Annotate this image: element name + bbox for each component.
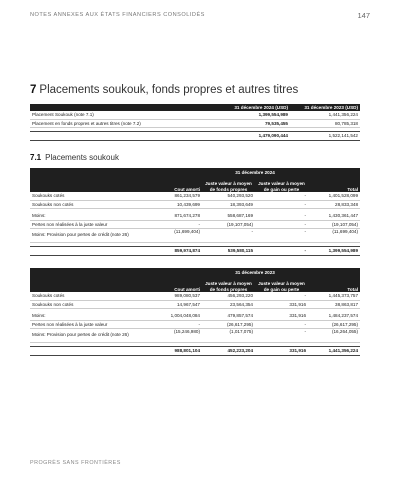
total-value: -: [255, 246, 308, 255]
section-heading: [30, 84, 298, 96]
cell-value: 1,441,356,224: [290, 111, 360, 119]
page-footer: PROGRÈS SANS FRONTIÈRES: [30, 460, 121, 466]
table-title: 31 décembre 2024: [150, 168, 360, 176]
cell-value: 871,674,278: [150, 212, 202, 220]
cell-value: 14,967,547: [150, 300, 202, 308]
total-label-spacer: [30, 131, 220, 140]
cell-value: 79,535,455: [220, 119, 290, 127]
cell-value: -: [255, 220, 308, 228]
table-header-row: [30, 176, 360, 192]
cell-value: -: [255, 320, 308, 328]
table-row: [30, 192, 360, 200]
row-label: Soukouks cotés: [30, 192, 150, 200]
section-number: 7: [30, 84, 37, 96]
table-row: [30, 300, 360, 308]
table-title-row: [30, 268, 360, 276]
table-row: [30, 228, 360, 242]
col-header: Juste valeur à moyen de gain ou perte: [255, 276, 308, 292]
cell-value: 558,687,169: [202, 212, 255, 220]
cell-value: 38,863,817: [308, 300, 360, 308]
cell-value: 1,430,361,447: [308, 212, 360, 220]
total-value: 331,916: [255, 346, 308, 355]
header-title: NOTES ANNEXES AUX ÉTATS FINANCIERS CONSOLIDÉS: [30, 12, 205, 18]
row-label: Soukouks non cotés: [30, 300, 150, 308]
subsection-heading: [30, 153, 119, 162]
table-row: [30, 312, 360, 320]
section-title: Placements soukouk, fonds propres et autres titres: [39, 84, 299, 96]
cell-value: -: [202, 228, 255, 242]
row-label: Placement en fonds propres et autres titres (note 7.2): [30, 119, 220, 127]
page-header: [30, 12, 370, 22]
table-title: 31 décembre 2023: [150, 268, 360, 276]
cell-value: -: [255, 228, 308, 242]
cell-value: (1,017,075): [202, 328, 255, 342]
total-value: 988,801,104: [150, 346, 202, 355]
cell-value: -: [255, 328, 308, 342]
cell-value: (11,699,404): [308, 228, 360, 242]
placements-summary-table: [30, 104, 360, 141]
table-row: [30, 292, 360, 300]
total-value: 452,223,204: [202, 346, 255, 355]
cell-value: 10,439,699: [150, 200, 202, 208]
row-label: Moins:: [30, 312, 150, 320]
table-title-row: [30, 168, 360, 176]
col-header: Total: [308, 276, 360, 292]
col-header: Juste valeur à moyen de fonds propres: [202, 176, 255, 192]
cell-value: -: [150, 220, 202, 228]
cell-value: -: [255, 200, 308, 208]
total-value: 1,479,090,444: [220, 131, 290, 140]
total-value: 1,441,356,224: [308, 346, 360, 355]
cell-value: -: [255, 192, 308, 200]
table-header-row: [30, 276, 360, 292]
row-label: Soukouks cotés: [30, 292, 150, 300]
cell-value: 28,833,348: [308, 200, 360, 208]
cell-value: 331,916: [255, 300, 308, 308]
cell-value: (16,264,055): [308, 328, 360, 342]
cell-value: 1,004,048,084: [150, 312, 202, 320]
total-value: 1,399,554,989: [308, 246, 360, 255]
cell-value: 1,401,528,099: [308, 192, 360, 200]
cell-value: 540,293,520: [202, 192, 255, 200]
cell-value: 1,399,554,989: [220, 111, 290, 119]
row-label: Placement Soukouk (note 7.1): [30, 111, 220, 119]
col-header: Juste valeur à moyen de fonds propres: [202, 276, 255, 292]
table-row: [30, 220, 360, 228]
page-number: 147: [357, 11, 370, 20]
row-label: Soukouks non cotés: [30, 200, 150, 208]
cell-value: (15,246,980): [150, 328, 202, 342]
cell-value: 989,080,537: [150, 292, 202, 300]
row-label: Moins: Provision pour pertes de crédit (note 26): [30, 328, 150, 342]
col-header: Juste valeur à moyen de gain ou perte: [255, 176, 308, 192]
total-value: 859,974,874: [150, 246, 202, 255]
cell-value: 456,293,220: [202, 292, 255, 300]
row-label: Moins: Provision pour pertes de crédit (note 26): [30, 228, 150, 242]
cell-value: (19,107,054): [308, 220, 360, 228]
table-row: [30, 328, 360, 342]
subsection-number: 7.1: [30, 153, 42, 162]
cell-value: (26,617,295): [202, 320, 255, 328]
cell-value: 1,445,373,757: [308, 292, 360, 300]
cell-value: 23,564,354: [202, 300, 255, 308]
cell-value: 1,484,237,574: [308, 312, 360, 320]
cell-value: 331,916: [255, 312, 308, 320]
col-header: Total: [308, 176, 360, 192]
subsection-title: Placements soukouk: [45, 153, 119, 162]
cell-value: (26,617,295): [308, 320, 360, 328]
total-row: [30, 346, 360, 355]
table-row: [30, 320, 360, 328]
cell-value: 18,393,649: [202, 200, 255, 208]
row-label: Pertes non réalisées à la juste valeur: [30, 220, 150, 228]
total-row: [30, 131, 360, 140]
total-row: [30, 246, 360, 255]
col-header: Cout amorti: [150, 176, 202, 192]
row-label: Pertes non réalisées à la juste valeur: [30, 320, 150, 328]
cell-value: 80,785,318: [290, 119, 360, 127]
col-header-2023: 31 décembre 2023 (USD): [290, 104, 360, 111]
soukouk-table-2023: [30, 268, 360, 356]
table-row: [30, 119, 360, 127]
header-spacer: [30, 104, 220, 111]
table-row: [30, 200, 360, 208]
cell-value: -: [255, 292, 308, 300]
total-value: 1,522,141,542: [290, 131, 360, 140]
table-header-row: [30, 104, 360, 111]
row-label: Moins:: [30, 212, 150, 220]
cell-value: (11,699,404): [150, 228, 202, 242]
cell-value: (19,107,054): [202, 220, 255, 228]
cell-value: 861,234,579: [150, 192, 202, 200]
cell-value: 479,857,574: [202, 312, 255, 320]
cell-value: -: [255, 212, 308, 220]
table-row: [30, 111, 360, 119]
col-header-2024: 31 décembre 2024 (USD): [220, 104, 290, 111]
soukouk-table-2024: [30, 168, 360, 256]
cell-value: -: [150, 320, 202, 328]
total-value: 539,580,115: [202, 246, 255, 255]
table-row: [30, 212, 360, 220]
col-header: Cout amorti: [150, 276, 202, 292]
